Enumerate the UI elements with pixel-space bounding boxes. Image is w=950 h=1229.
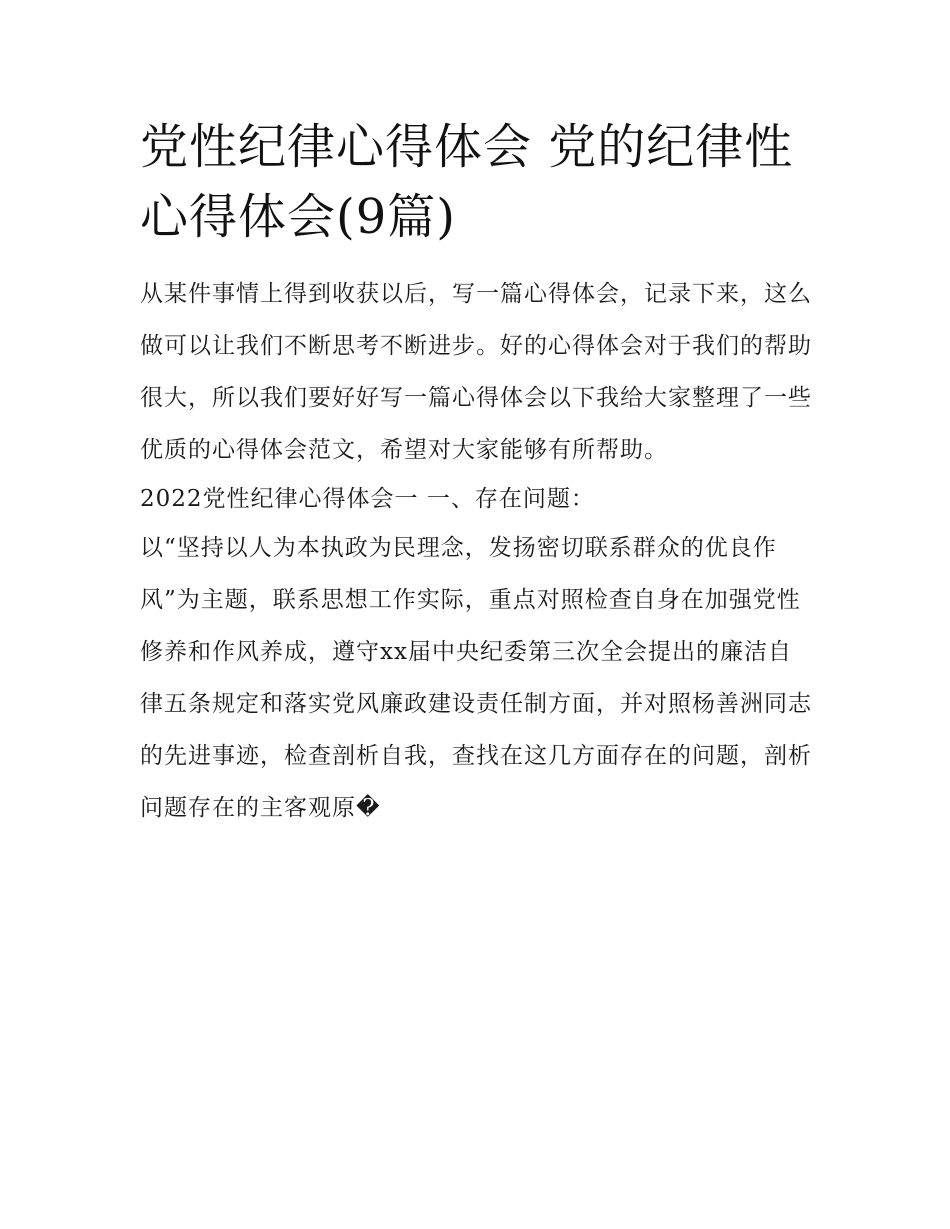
body-paragraph: 以“坚持以人为本执政为民理念，发扬密切联系群众的优良作风”为主题，联系思想工作实际，重点对照检查自身在加强党性修养和作风养成，遵守xx届中央纪委第三次全会提出的廉洁自律五条规定和落实党风廉政建设责任制方面，并对照杨善洲同志的先进事迹，检查剖析自我，查找在这几方面存在的问题，剖析问题存在的主客观原�	[140, 535, 812, 821]
intro-paragraph: 从某件事情上得到收获以后，写一篇心得体会，记录下来，这么做可以让我们不断思考不断进步。好的心得体会对于我们的帮助很大，所以我们要好好写一篇心得体会以下我给大家整理了一些优质的心得体会范文，希望对大家能够有所帮助。	[140, 281, 812, 463]
section-heading: 2022党性纪律心得体会一 一、存在问题：	[140, 486, 595, 512]
document-title: 党性纪律心得体会 党的纪律性心得体会(9篇)	[140, 119, 794, 245]
document-content	[140, 112, 812, 834]
